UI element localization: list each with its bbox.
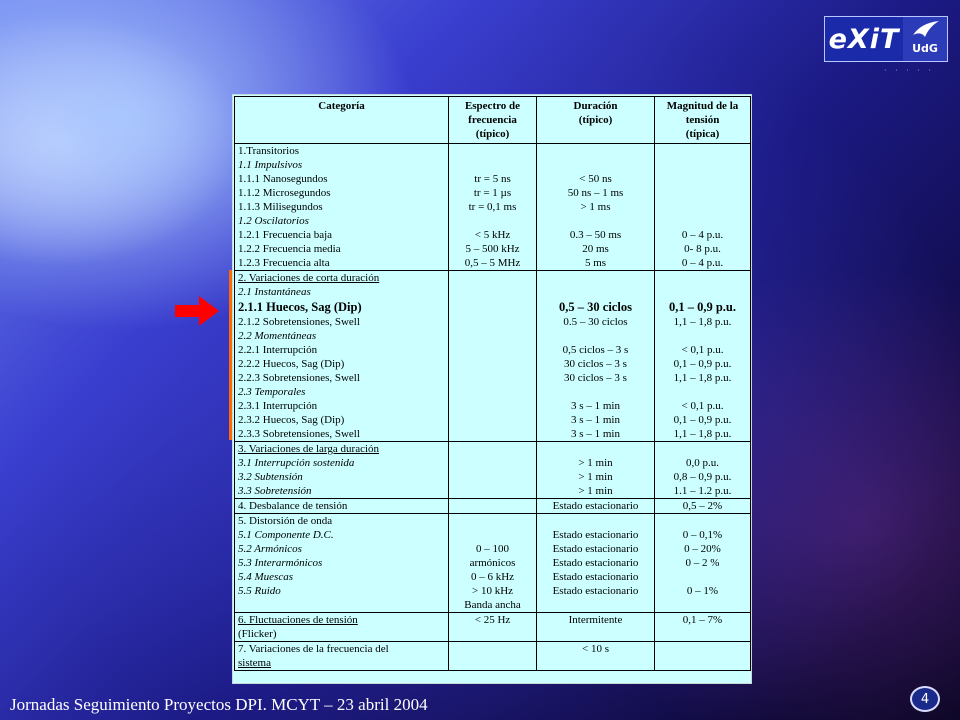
magnitude-cell bbox=[655, 271, 751, 442]
header-line: Duración bbox=[573, 100, 618, 112]
cell-line: 7. Variaciones de la frecuencia del bbox=[238, 643, 389, 655]
cell-line bbox=[452, 528, 533, 542]
frequency-cell bbox=[449, 442, 537, 499]
cell-line bbox=[540, 385, 651, 399]
logo-brand-text: eXiT bbox=[828, 23, 900, 55]
cell-line bbox=[540, 285, 651, 299]
header-line: Magnitud de la bbox=[666, 100, 739, 112]
cell-line: 3 s – 1 min bbox=[571, 400, 620, 412]
cell-line: 6. Fluctuaciones de tensión bbox=[238, 614, 358, 626]
cell-line: 2.1 Instantáneas bbox=[238, 286, 311, 298]
cell-line: Estado estacionario bbox=[552, 571, 639, 583]
cell-line bbox=[452, 214, 533, 228]
cell-line: 2.1.1 Huecos, Sag (Dip) bbox=[238, 300, 362, 314]
cell-line: < 50 ns bbox=[579, 173, 612, 185]
cell-line bbox=[452, 371, 533, 385]
category-cell bbox=[235, 613, 449, 642]
cell-line bbox=[452, 427, 533, 441]
cell-line: tr = 5 ns bbox=[474, 173, 511, 185]
cell-line: Banda ancha bbox=[464, 599, 521, 611]
cell-line: 1.2 Oscilatorios bbox=[238, 215, 309, 227]
cell-line bbox=[452, 315, 533, 329]
cell-line: Estado estacionario bbox=[552, 557, 639, 569]
cell-line: 0,8 – 0,9 p.u. bbox=[673, 471, 732, 483]
table-body bbox=[235, 144, 751, 671]
cell-line: 5. Distorsión de onda bbox=[238, 515, 333, 527]
cell-line: 0 – 4 p.u. bbox=[681, 257, 724, 269]
cell-line: > 10 kHz bbox=[471, 585, 514, 597]
cell-line: 1.2.2 Frecuencia media bbox=[238, 243, 341, 255]
cell-line: > 1 min bbox=[578, 471, 613, 483]
cell-line bbox=[658, 642, 747, 656]
cell-line bbox=[452, 385, 533, 399]
cell-line bbox=[452, 442, 533, 456]
cell-line: 0 – 0,1% bbox=[682, 529, 723, 541]
cell-line: 5.3 Interarmónicos bbox=[238, 557, 323, 569]
cell-line bbox=[452, 642, 533, 656]
cell-line bbox=[658, 271, 747, 285]
cell-line bbox=[540, 144, 651, 158]
cell-line: 1.1.1 Nanosegundos bbox=[238, 173, 328, 185]
cell-line: 50 ns – 1 ms bbox=[567, 187, 624, 199]
cell-line: sistema bbox=[238, 657, 271, 669]
frequency-cell bbox=[449, 514, 537, 613]
duration-cell bbox=[537, 271, 655, 442]
cell-line bbox=[540, 656, 651, 670]
cell-line: 3.2 Subtensión bbox=[238, 471, 303, 483]
header-line: (típico) bbox=[578, 114, 613, 126]
cell-line bbox=[452, 357, 533, 371]
cell-line bbox=[452, 413, 533, 427]
cell-line: 2.2.2 Huecos, Sag (Dip) bbox=[238, 358, 345, 370]
cell-line: < 10 s bbox=[582, 643, 609, 655]
cell-line: 5.2 Armónicos bbox=[238, 543, 302, 555]
header-line: tensión bbox=[685, 114, 720, 126]
cell-line bbox=[452, 499, 533, 513]
cell-line: 0.3 – 50 ms bbox=[569, 229, 622, 241]
cell-line: 2.3.3 Sobretensiones, Swell bbox=[238, 428, 360, 440]
header-line: Categoría bbox=[318, 100, 365, 112]
cell-line: < 0,1 p.u. bbox=[681, 400, 724, 412]
duration-cell bbox=[537, 499, 655, 514]
cell-line: 0,5 – 5 MHz bbox=[464, 257, 521, 269]
duration-cell bbox=[537, 642, 655, 671]
cell-line: > 1 min bbox=[578, 457, 613, 469]
cell-line bbox=[540, 329, 651, 343]
cell-line bbox=[452, 144, 533, 158]
duration-cell bbox=[537, 144, 655, 271]
magnitude-cell bbox=[655, 144, 751, 271]
cell-line bbox=[452, 299, 533, 315]
cell-line bbox=[658, 285, 747, 299]
magnitude-cell bbox=[655, 642, 751, 671]
cell-line: 1.1 Impulsivos bbox=[238, 159, 303, 171]
cell-line bbox=[540, 598, 651, 612]
cell-line bbox=[658, 200, 747, 214]
cell-line: 0 – 4 p.u. bbox=[681, 229, 724, 241]
cell-line: > 1 ms bbox=[580, 201, 611, 213]
header-line: (típico) bbox=[475, 128, 510, 140]
header-line: frecuencia bbox=[468, 114, 517, 126]
cell-line: 0,0 p.u. bbox=[686, 457, 719, 469]
cell-line bbox=[658, 656, 747, 670]
cell-line bbox=[452, 343, 533, 357]
cell-line: 1,1 – 1,8 p.u. bbox=[673, 316, 732, 328]
cell-line: 0.5 – 30 ciclos bbox=[563, 316, 628, 328]
cell-line bbox=[658, 598, 747, 612]
cell-line: Estado estacionario bbox=[552, 543, 639, 555]
header-espectro bbox=[449, 97, 537, 144]
category-cell bbox=[235, 144, 449, 271]
cell-line: tr = 0,1 ms bbox=[468, 201, 517, 213]
cell-line bbox=[658, 442, 747, 456]
cell-line: 0,1 – 7% bbox=[682, 614, 723, 626]
frequency-cell bbox=[449, 613, 537, 642]
cell-line bbox=[540, 514, 651, 528]
cell-line: 2.2 Momentáneas bbox=[238, 330, 317, 342]
cell-line bbox=[452, 470, 533, 484]
cell-line bbox=[540, 271, 651, 285]
cell-line bbox=[452, 285, 533, 299]
cell-line: 5 ms bbox=[584, 257, 607, 269]
cell-line: 1.1.2 Microsegundos bbox=[238, 187, 331, 199]
cell-line: armónicos bbox=[469, 557, 516, 569]
table-row bbox=[235, 499, 751, 514]
cell-line bbox=[658, 329, 747, 343]
disturbance-table-container bbox=[232, 94, 752, 684]
cell-line: 0,5 ciclos – 3 s bbox=[562, 344, 629, 356]
logo-dots: · · · · · bbox=[884, 66, 934, 75]
cell-line bbox=[658, 144, 747, 158]
cell-line: 0 – 1% bbox=[686, 585, 719, 597]
cell-line: 2.1.2 Sobretensiones, Swell bbox=[238, 316, 360, 328]
cell-line bbox=[452, 484, 533, 498]
cell-line: 0,1 – 0,9 p.u. bbox=[668, 300, 737, 314]
table-row bbox=[235, 144, 751, 271]
cell-line: 30 ciclos – 3 s bbox=[564, 358, 627, 370]
cell-line: 1.2.3 Frecuencia alta bbox=[238, 257, 330, 269]
cell-line: 2. Variaciones de corta duración bbox=[238, 272, 380, 284]
cell-line: 5 – 500 kHz bbox=[465, 243, 520, 255]
cell-line bbox=[452, 158, 533, 172]
cell-line bbox=[658, 385, 747, 399]
cell-line: 1,1 – 1,8 p.u. bbox=[673, 428, 732, 440]
cell-line: 3 s – 1 min bbox=[571, 428, 620, 440]
logo-institution-text: UdG bbox=[912, 42, 938, 55]
cell-line: 2.2.1 Interrupción bbox=[238, 344, 318, 356]
cell-line: 1.Transitorios bbox=[238, 145, 300, 157]
frequency-cell bbox=[449, 499, 537, 514]
bird-icon bbox=[911, 19, 941, 39]
header-line: Espectro de bbox=[464, 100, 521, 112]
cell-line: 5.1 Componente D.C. bbox=[238, 529, 334, 541]
cell-line: 3. Variaciones de larga duración bbox=[238, 443, 380, 455]
category-cell bbox=[235, 642, 449, 671]
cell-line bbox=[540, 158, 651, 172]
table-row bbox=[235, 271, 751, 442]
cell-line: 1.1.3 Milisegundos bbox=[238, 201, 323, 213]
table-row bbox=[235, 613, 751, 642]
magnitude-cell bbox=[655, 514, 751, 613]
cell-line: < 5 kHz bbox=[474, 229, 511, 241]
cell-line bbox=[452, 514, 533, 528]
exit-udg-logo bbox=[824, 16, 948, 62]
table-row bbox=[235, 642, 751, 671]
cell-line bbox=[658, 514, 747, 528]
cell-line bbox=[452, 329, 533, 343]
category-cell bbox=[235, 499, 449, 514]
logo-institution-box bbox=[903, 17, 947, 61]
frequency-cell bbox=[449, 642, 537, 671]
red-arrow-icon bbox=[175, 296, 219, 326]
cell-line: 30 ciclos – 3 s bbox=[564, 372, 627, 384]
disturbance-classification-table bbox=[234, 96, 751, 671]
cell-line: 0 – 6 kHz bbox=[470, 571, 515, 583]
cell-line: < 0,1 p.u. bbox=[681, 344, 724, 356]
cell-line bbox=[452, 456, 533, 470]
table-row bbox=[235, 442, 751, 499]
header-categoria bbox=[235, 97, 449, 144]
cell-line: 1,1 – 1,8 p.u. bbox=[673, 372, 732, 384]
cell-line bbox=[658, 172, 747, 186]
cell-line: 0- 8 p.u. bbox=[684, 243, 721, 255]
cell-line bbox=[452, 656, 533, 670]
cell-line bbox=[540, 214, 651, 228]
magnitude-cell bbox=[655, 613, 751, 642]
table-row bbox=[235, 514, 751, 613]
cell-line: 5.5 Ruido bbox=[238, 585, 281, 597]
cell-line: 0,5 – 2% bbox=[682, 500, 723, 512]
header-magnitud bbox=[655, 97, 751, 144]
cell-line: Estado estacionario bbox=[552, 585, 639, 597]
category-cell bbox=[235, 514, 449, 613]
cell-line: 5.4 Muescas bbox=[238, 571, 293, 583]
cell-line bbox=[452, 627, 533, 641]
cell-line: 3.3 Sobretensión bbox=[238, 485, 312, 497]
cell-line bbox=[658, 158, 747, 172]
cell-line: (Flicker) bbox=[238, 628, 277, 640]
magnitude-cell bbox=[655, 442, 751, 499]
cell-line: 0,5 – 30 ciclos bbox=[559, 300, 632, 314]
cell-line: > 1 min bbox=[578, 485, 613, 497]
cell-line bbox=[658, 627, 747, 641]
cell-line bbox=[540, 627, 651, 641]
category-cell bbox=[235, 442, 449, 499]
cell-line: 3.1 Interrupción sostenida bbox=[238, 457, 355, 469]
cell-line: 1.1 – 1.2 p.u. bbox=[673, 485, 732, 497]
header-line: (típica) bbox=[685, 128, 720, 140]
duration-cell bbox=[537, 442, 655, 499]
cell-line: 2.3 Temporales bbox=[238, 386, 306, 398]
cell-line: 0 – 2 % bbox=[685, 557, 720, 569]
cell-line: 4. Desbalance de tensión bbox=[238, 500, 348, 512]
magnitude-cell bbox=[655, 499, 751, 514]
cell-line: Estado estacionario bbox=[552, 500, 639, 512]
category-cell bbox=[235, 271, 449, 442]
cell-line: 20 ms bbox=[582, 243, 609, 255]
cell-line: < 25 Hz bbox=[474, 614, 511, 626]
page-number: 4 bbox=[910, 686, 940, 712]
cell-line: 3 s – 1 min bbox=[571, 414, 620, 426]
cell-line bbox=[658, 186, 747, 200]
cell-line: Estado estacionario bbox=[552, 529, 639, 541]
logo-brand-box bbox=[825, 17, 903, 61]
frequency-cell bbox=[449, 271, 537, 442]
frequency-cell bbox=[449, 144, 537, 271]
cell-line: 2.3.2 Huecos, Sag (Dip) bbox=[238, 414, 345, 426]
cell-line: 2.2.3 Sobretensiones, Swell bbox=[238, 372, 360, 384]
table-header-row bbox=[235, 97, 751, 144]
cell-line bbox=[658, 214, 747, 228]
cell-line: 0 – 20% bbox=[684, 543, 721, 555]
cell-line bbox=[658, 570, 747, 584]
cell-line bbox=[540, 442, 651, 456]
cell-line: 2.3.1 Interrupción bbox=[238, 400, 318, 412]
cell-line: 0 – 100 bbox=[476, 543, 509, 555]
cell-line bbox=[238, 598, 445, 612]
cell-line bbox=[452, 271, 533, 285]
cell-line: 1.2.1 Frecuencia baja bbox=[238, 229, 333, 241]
cell-line bbox=[452, 399, 533, 413]
footer-text: Jornadas Seguimiento Proyectos DPI. MCYT – 23 abril 2004 bbox=[10, 695, 428, 714]
header-duracion bbox=[537, 97, 655, 144]
duration-cell bbox=[537, 613, 655, 642]
cell-line: 0,1 – 0,9 p.u. bbox=[673, 358, 732, 370]
cell-line: 0,1 – 0,9 p.u. bbox=[673, 414, 732, 426]
cell-line: tr = 1 µs bbox=[473, 187, 512, 199]
cell-line: Intermitente bbox=[568, 614, 623, 626]
duration-cell bbox=[537, 514, 655, 613]
